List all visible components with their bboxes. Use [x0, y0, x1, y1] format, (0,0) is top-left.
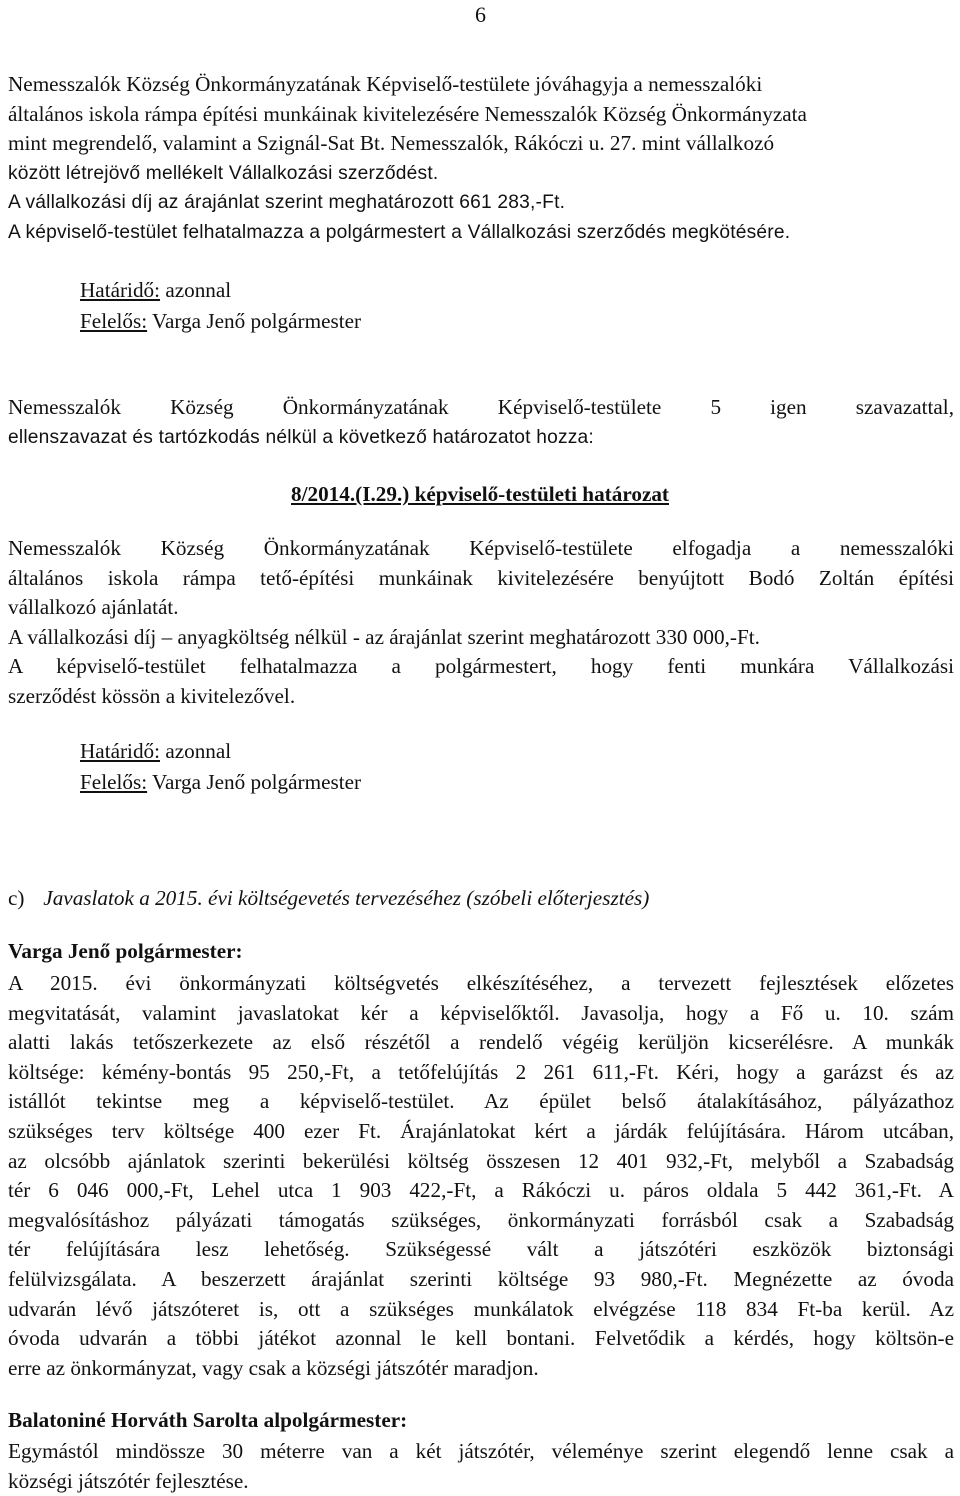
text-line: megvitatását, valamint javaslatokat kér a képviselőktől. Javasolja, hogy a Fő u. 10. szám	[8, 1000, 954, 1025]
responsible-line-2	[80, 768, 361, 798]
text-line: erre az önkormányzat, vagy csak a községi játszótér maradjon.	[8, 1355, 539, 1380]
text-line: alatti lakás tetőszerkezete az első részétől a rendelő végéig kerüljön kicserélésre. A munkák	[8, 1030, 954, 1055]
responsible-label: Felelős:	[80, 309, 148, 333]
page-number: 6	[475, 2, 486, 27]
text-line: általános iskola rámpa tető-építési munkáinak kivitelezésére benyújtott Bodó Zoltán építési	[8, 565, 954, 590]
deadline-line-1	[80, 276, 231, 306]
resolution-1-body	[8, 70, 954, 248]
text-line: Egymástól mindössze 30 méterre van a két játszótér, véleménye szerint elegendő lenne csak a	[8, 1439, 954, 1463]
text-line: A vállalkozási díj – anyagköltség nélkül - az árajánlat szerint meghatározott 330 000,-Ft.	[8, 624, 760, 649]
text-line: A képviselő-testület felhatalmazza a polgármestert a Vállalkozási szerződés megkötésére.	[8, 221, 791, 243]
resolution-heading: 8/2014.(I.29.) képviselő-testületi határozat	[291, 482, 669, 506]
deadline-value: azonnal	[165, 278, 232, 302]
speaker-2-text	[8, 1437, 954, 1496]
text-line: szerződést kössön a kivitelezővel.	[8, 683, 296, 708]
responsible-value: Varga Jenő polgármester	[152, 770, 362, 794]
text-line: Nemesszalók Község Önkormányzatának Képviselő-testülete jóváhagyja a nemesszalóki	[8, 72, 763, 96]
text-line: Nemesszalók Község Önkormányzatának Képviselő-testülete 5 igen szavazattal,	[8, 395, 954, 419]
text-line: között létrejövő mellékelt Vállalkozási szerződést.	[8, 162, 439, 184]
text-line: az olcsóbb ajánlatok szerinti bekerülési költség összesen 12 401 932,-Ft, melyből a Szabadság	[8, 1148, 954, 1173]
text-line: ellenszavazat és tartózkodás nélkül a következő határozatot hozza:	[8, 426, 594, 448]
text-line: megvalósításhoz pályázati támogatás szükséges, önkormányzati forrásból csak a Szabadság	[8, 1207, 954, 1232]
text-line: istállót tekintse meg a képviselő-testület. Az épület belső átalakításához, pályázathoz	[8, 1089, 954, 1114]
deadline-label: Határidő:	[80, 278, 161, 302]
responsible-line-1	[80, 307, 361, 337]
text-line: A 2015. évi önkormányzati költségvetés elkészítéséhez, a tervezett fejlesztések előzetes	[8, 971, 954, 995]
section-title: Javaslatok a 2015. évi költségevetés tervezéséhez (szóbeli előterjesztés)	[43, 886, 650, 910]
text-line: mint megrendelő, valamint a Szignál-Sat Bt. Nemesszalók, Rákóczi u. 27. mint vállalkozó	[8, 131, 775, 156]
text-line: A képviselő-testület felhatalmazza a polgármestert, hogy fenti munkára Vállalkozási	[8, 654, 954, 679]
speaker-name: Varga Jenő polgármester:	[8, 939, 243, 963]
text-line: költsége: kémény-bontás 95 250,-Ft, a tetőfelújítás 2 261 611,-Ft. Kéri, hogy a garázst és az	[8, 1059, 954, 1084]
responsible-label: Felelős:	[80, 770, 148, 794]
text-line: szükséges terv költsége 400 ezer Ft. Árajánlatokat kért a járdák felújítására. Három utcában,	[8, 1118, 954, 1143]
text-line: községi játszótér fejlesztése.	[8, 1468, 249, 1493]
text-line: Nemesszalók Község Önkormányzatának Képviselő-testülete elfogadja a nemesszalóki	[8, 536, 954, 560]
text-line: óvoda udvarán a többi játékot azonnal le kell bontani. Felvetődik a kérdés, hogy költsön-e	[8, 1326, 954, 1351]
text-line: A vállalkozási díj az árajánlat szerint meghatározott 661 283,-Ft.	[8, 192, 566, 214]
text-line: udvarán lévő játszóteret is, ott a szükséges munkálatok elvégzése 118 834 Ft-ba kerül. Az	[8, 1296, 954, 1321]
deadline-line-2	[80, 737, 231, 767]
text-line: tér felújítására lesz lehetőség. Szükségessé vált a játszótéri eszközök biztonsági	[8, 1237, 954, 1262]
speaker-1-text	[8, 969, 954, 1383]
deadline-value: azonnal	[165, 739, 232, 763]
section-c-title	[8, 884, 649, 914]
section-label: c)	[8, 886, 25, 910]
responsible-value: Varga Jenő polgármester	[152, 309, 362, 333]
vote-text	[8, 393, 954, 452]
deadline-label: Határidő:	[80, 739, 161, 763]
resolution-2-body	[8, 534, 954, 712]
text-line: tér 6 046 000,-Ft, Lehel utca 1 903 422,-Ft, a Rákóczi u. páros oldala 5 442 361,-Ft. A	[8, 1178, 954, 1203]
text-line: felülvizsgálata. A beszerzett árajánlat szerinti költsége 93 980,-Ft. Megnézette az óvoda	[8, 1266, 954, 1291]
text-line: vállalkozó ajánlatát.	[8, 595, 179, 620]
text-line: általános iskola rámpa építési munkáinak kivitelezésére Nemesszalók Község Önkormányzata	[8, 101, 807, 126]
speaker-name: Balatoniné Horváth Sarolta alpolgármester:	[8, 1408, 408, 1432]
